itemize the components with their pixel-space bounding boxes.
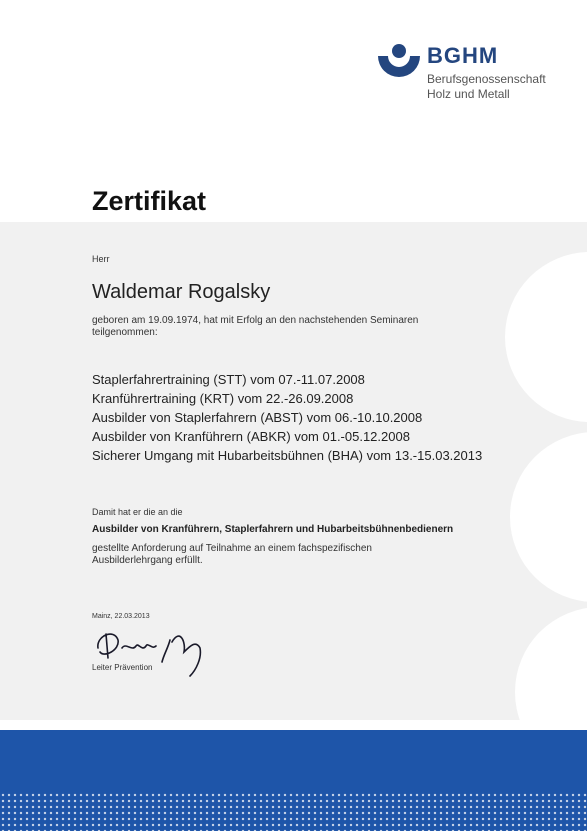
- logo-line-2: Holz und Metall: [427, 87, 510, 101]
- logo-line-1: Berufsgenossenschaft: [427, 72, 546, 86]
- decorative-circle: [505, 252, 587, 422]
- seminar-item: Kranführertraining (KRT) vom 22.-26.09.2008: [92, 391, 354, 406]
- bghm-logo: [376, 42, 556, 102]
- salutation: Herr: [92, 254, 110, 264]
- seminar-list: [92, 370, 512, 465]
- decorative-circle: [510, 432, 587, 602]
- seminar-item: Sicherer Umgang mit Hubarbeitsbühnen (BHA) vom 13.-15.03.2013: [92, 448, 483, 463]
- certificate-title: Zertifikat: [92, 186, 207, 216]
- recipient-name: Waldemar Rogalsky: [92, 281, 271, 303]
- logo-name: BGHM: [427, 43, 499, 68]
- damit-statement: Damit hat er die an die: [92, 507, 183, 517]
- signer-role: Leiter Prävention: [92, 663, 153, 672]
- place-date: Mainz, 22.03.2013: [92, 613, 150, 620]
- bghm-emblem-icon: [376, 42, 422, 82]
- decorative-circle: [515, 607, 587, 720]
- footer-dot-pattern: [0, 792, 587, 831]
- birth-statement: geboren am 19.09.1974, hat mit Erfolg an den nachstehenden Seminaren teilgenommen:: [92, 315, 419, 338]
- seminar-item: Ausbilder von Staplerfahrern (ABST) vom 06.-10.10.2008: [92, 410, 423, 425]
- seminar-item: Staplerfahrertraining (STT) vom 07.-11.07.2008: [92, 372, 365, 387]
- seminar-item: Ausbilder von Kranführern (ABKR) vom 01.-05.12.2008: [92, 429, 410, 444]
- requirement-statement: gestellte Anforderung auf Teilnahme an einem fachspezifischen Ausbilderlehrgang erfüllt.: [92, 543, 372, 566]
- content-panel: [0, 222, 587, 720]
- qualification-title: Ausbilder von Kranführern, Staplerfahrern und Hubarbeitsbühnenbedienern: [92, 524, 454, 535]
